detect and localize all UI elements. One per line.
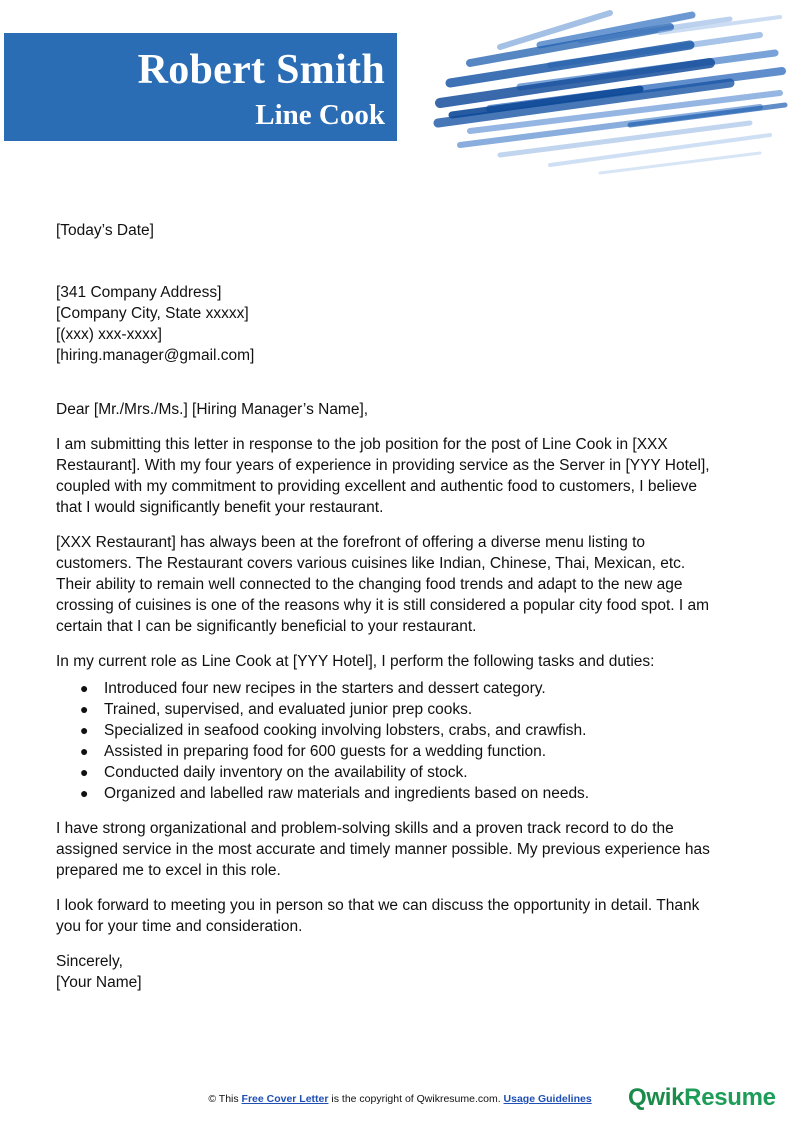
letter-date: [Today’s Date] [56, 222, 154, 239]
address-line: [341 Company Address] [56, 284, 222, 301]
decorative-swoosh-graphic [430, 5, 790, 180]
address-line: [(xxx) xxx-xxxx] [56, 326, 162, 343]
duties-intro: In my current role as Line Cook at [YYY Hotel], I perform the following tasks and duties: [56, 653, 655, 670]
bullet-icon: ● [80, 722, 89, 738]
paragraph-line: I am submitting this letter in response to the job position for the post of Line Cook in [XXX [56, 436, 668, 453]
footer-prefix: © This [208, 1093, 242, 1105]
duty-text: Assisted in preparing food for 600 guests for a wedding function. [104, 743, 547, 760]
paragraph-line: certain that I can be significantly beneficial to your restaurant. [56, 618, 477, 635]
paragraph-line: assigned service in the most accurate and timely manner possible. My previous experience has [56, 841, 710, 858]
paragraph-line: crossing of cuisines is one of the reasons why it is still considered a popular city food spot. I am [56, 597, 710, 614]
list-item [56, 678, 746, 699]
sign-off [56, 951, 746, 993]
duty-text: Specialized in seafood cooking involving lobsters, crabs, and crawfish. [104, 722, 587, 739]
duties-list [56, 678, 746, 804]
paragraph-line: I have strong organizational and problem-solving skills and a proven track record to do the [56, 820, 674, 837]
paragraph-skills [56, 818, 746, 881]
paragraph-line: [XXX Restaurant] has always been at the forefront of offering a diverse menu listing to [56, 534, 646, 551]
qwikresume-logo[interactable] [628, 1084, 776, 1112]
paragraph-line: customers. The Restaurant covers various cuisines like Indian, Chinese, Thai, Mexican, etc. [56, 555, 686, 572]
paragraph-line: I look forward to meeting you in person so that we can discuss the opportunity in detail. Thank [56, 897, 700, 914]
paragraph-line: coupled with my commitment to providing excellent and authentic food to customers, I believe [56, 478, 697, 495]
paragraph-line: that I would significantly benefit your restaurant. [56, 499, 384, 516]
free-cover-letter-link[interactable]: Free Cover Letter [241, 1093, 329, 1105]
paragraph-line: Their ability to remain well connected to the changing food trends and adapt to the new age [56, 576, 683, 593]
bullet-icon: ● [80, 680, 89, 696]
paragraph-line: prepared me to excel in this role. [56, 862, 281, 879]
paragraph-line: Restaurant]. With my four years of experience in providing service as the Server in [YYY Hotel], [56, 457, 710, 474]
recipient-address [56, 282, 746, 366]
address-line: [hiring.manager@gmail.com] [56, 347, 255, 364]
duty-text: Conducted daily inventory on the availability of stock. [104, 764, 468, 781]
logo-part-qwik: Qwik [628, 1084, 685, 1111]
applicant-name: Robert Smith [137, 47, 385, 93]
signature-name: [Your Name] [56, 974, 142, 991]
list-item [56, 720, 746, 741]
paragraph-line: you for your time and consideration. [56, 918, 303, 935]
bullet-icon: ● [80, 701, 89, 717]
name-banner [4, 33, 397, 141]
usage-guidelines-link[interactable]: Usage Guidelines [503, 1093, 592, 1105]
list-item [56, 783, 746, 804]
bullet-icon: ● [80, 743, 89, 759]
paragraph-intro [56, 434, 746, 518]
duty-text: Organized and labelled raw materials and ingredients based on needs. [104, 785, 590, 802]
list-item [56, 699, 746, 720]
applicant-role: Line Cook [255, 99, 385, 131]
footer-middle: is the copyright of Qwikresume.com. [328, 1093, 504, 1105]
bullet-icon: ● [80, 785, 89, 801]
bullet-icon: ● [80, 764, 89, 780]
logo-part-resume: Resume [684, 1084, 776, 1111]
duty-text: Introduced four new recipes in the starters and dessert category. [104, 680, 546, 697]
list-item [56, 762, 746, 783]
salutation: Dear [Mr./Mrs./Ms.] [Hiring Manager’s Name], [56, 401, 369, 418]
letter-body [56, 220, 746, 993]
closing-text: Sincerely, [56, 953, 123, 970]
address-line: [Company City, State xxxxx] [56, 305, 249, 322]
list-item [56, 741, 746, 762]
duty-text: Trained, supervised, and evaluated junior prep cooks. [104, 701, 473, 718]
paragraph-company [56, 532, 746, 637]
paragraph-closing [56, 895, 746, 937]
